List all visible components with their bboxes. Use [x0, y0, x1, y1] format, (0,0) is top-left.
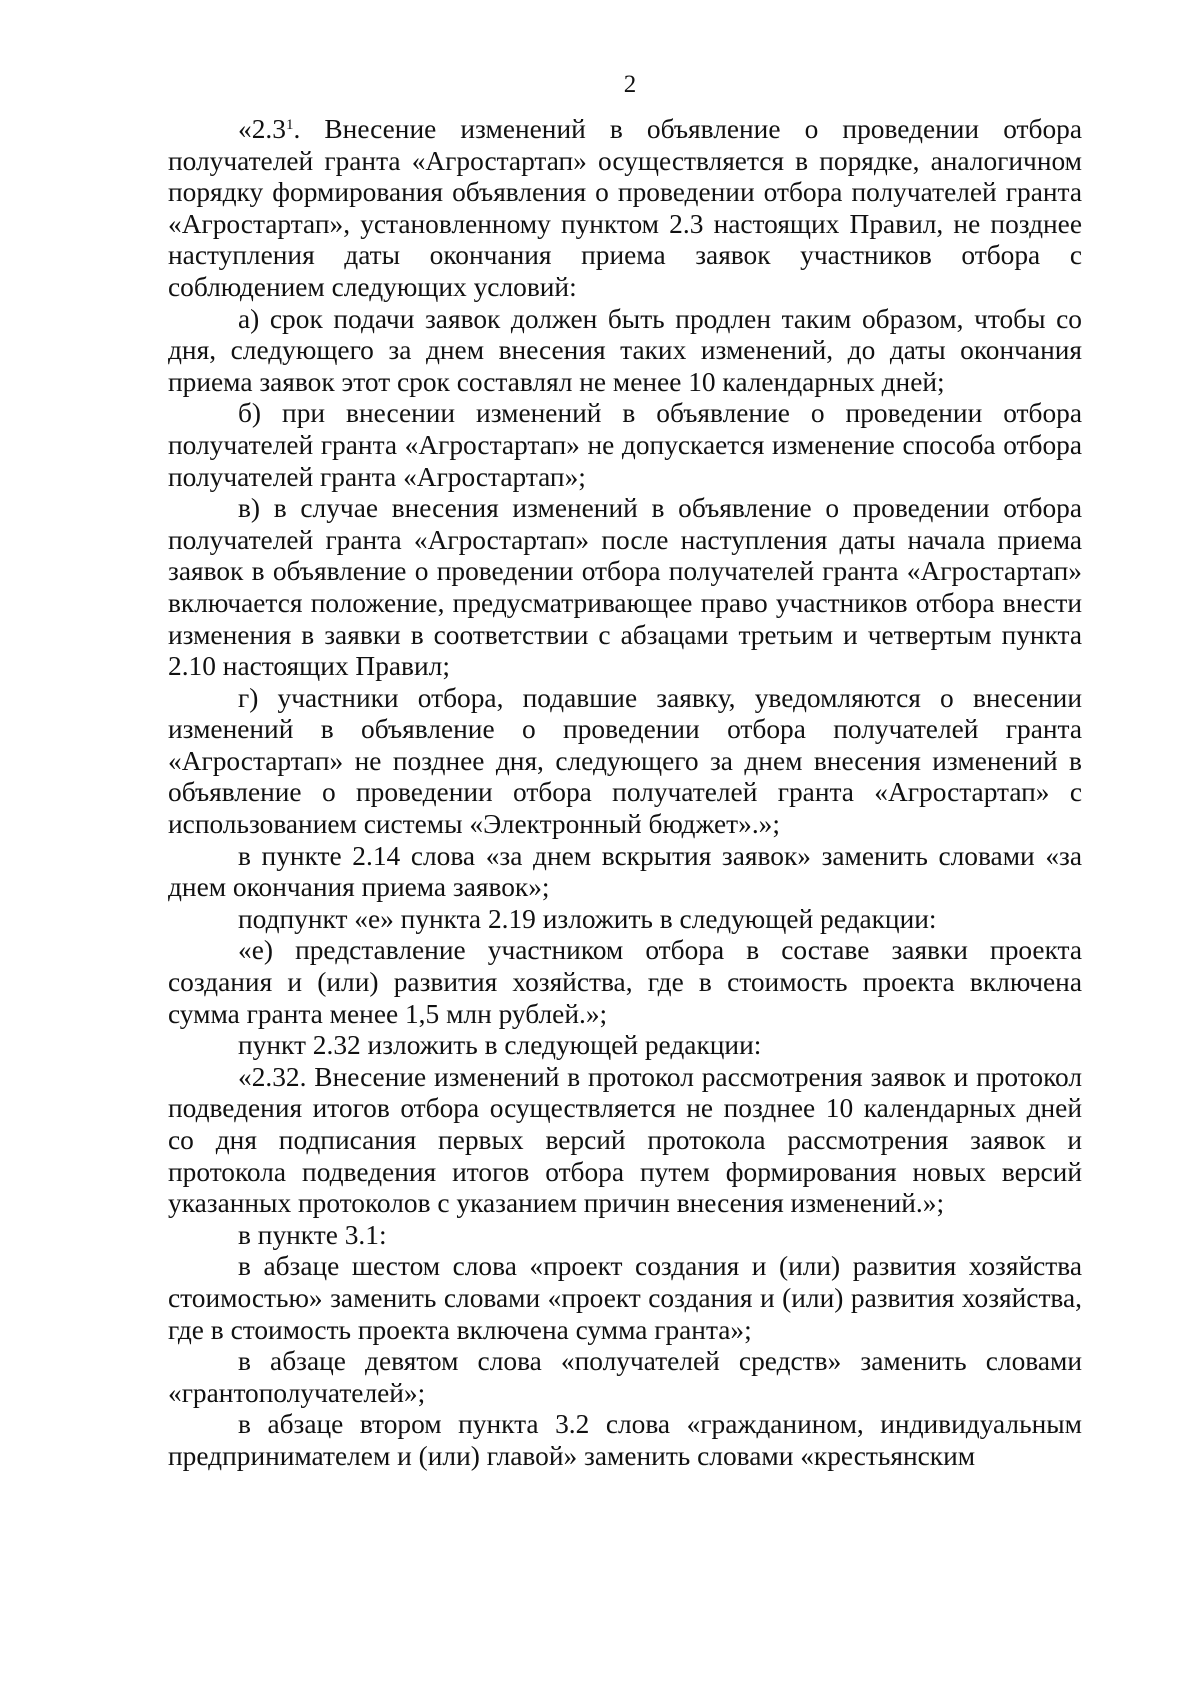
paragraph-item-3-1-intro: в пункте 3.1:	[238, 1219, 387, 1250]
paragraph-text: . Внесение изменений в объявление о проведении отбора получателей гранта «Агростартап» осуществляется в порядке, аналогичном порядку формирования объявления о проведении отбора получателей гранта «Агростартап», установленному пунктом 2.3 настоящих Правил, не позднее наступления даты окончания приема заявок участников отбора с соблюдением следующих условий:	[168, 114, 1082, 302]
paragraph-item-2-32-intro: пункт 2.32 изложить в следующей редакции:	[238, 1030, 762, 1061]
paragraph-item-2-14: в пункте 2.14 слова «за днем вскрытия заявок» заменить словами «за днем окончания приема заявок»;	[168, 840, 1082, 903]
paragraph-subitem-g: г) участники отбора, подавшие заявку, уведомляются о внесении изменений в объявление о проведении отбора получателей гранта «Агростартап» не позднее дня, следующего за днем внесения изменений в объявление о проведении отбора получателей гранта «Агростартап» с использованием системы «Электронный бюджет».»;	[168, 682, 1082, 840]
paragraph-item-2-32: «2.32. Внесение изменений в протокол рассмотрения заявок и протокол подведения итогов отбора осуществляется не позднее 10 календарных дней со дня подписания первых версий протокола рассмотрения заявок и протокола подведения итогов отбора путем формирования новых версий указанных протоколов с указанием причин внесения изменений.»;	[168, 1061, 1082, 1219]
paragraph-item-3-1-sixth: в абзаце шестом слова «проект создания и (или) развития хозяйства стоимостью» заменить словами «проект создания и (или) развития хозяйства, где в стоимость проекта включена сумма гранта»;	[168, 1251, 1082, 1345]
paragraph-item-3-1-ninth: в абзаце девятом слова «получателей средств» заменить словами «грантополучателей»;	[168, 1346, 1082, 1408]
paragraph-item-3-2: в абзаце втором пункта 3.2 слова «гражданином, индивидуальным предпринимателем и (или) главой» заменить словами «крестьянским	[168, 1409, 1082, 1471]
paragraph-text: «2.3	[238, 114, 286, 144]
paragraph-subitem-v: в) в случае внесения изменений в объявление о проведении отбора получателей гранта «Агростартап» после наступления даты начала приема заявок в объявление о проведении отбора получателей гранта «Агростартап» включается положение, предусматривающее право участников отбора внести изменения в заявки в соответствии с абзацами третьим и четвертым пункта 2.10 настоящих Правил;	[168, 493, 1082, 682]
paragraph-subitem-e: «е) представление участником отбора в составе заявки проекта создания и (или) развития хозяйства, где в стоимость проекта включена сумма гранта менее 1,5 млн рублей.»;	[168, 935, 1082, 1029]
paragraph-2-3-1	[168, 114, 1082, 304]
paragraph-item-2-19: подпункт «е» пункта 2.19 изложить в следующей редакции:	[238, 903, 937, 934]
superscript: 1	[285, 117, 294, 133]
paragraph-subitem-b: б) при внесении изменений в объявление о проведении отбора получателей гранта «Агростартап» не допускается изменение способа отбора получателей гранта «Агростартап»;	[168, 398, 1082, 492]
document-body	[168, 114, 1082, 1473]
paragraph-subitem-a: а) срок подачи заявок должен быть продлен таким образом, чтобы со дня, следующего за днем внесения таких изменений, до даты окончания приема заявок этот срок составлял не менее 10 календарных дней;	[168, 303, 1082, 397]
page-number: 2	[623, 71, 637, 98]
